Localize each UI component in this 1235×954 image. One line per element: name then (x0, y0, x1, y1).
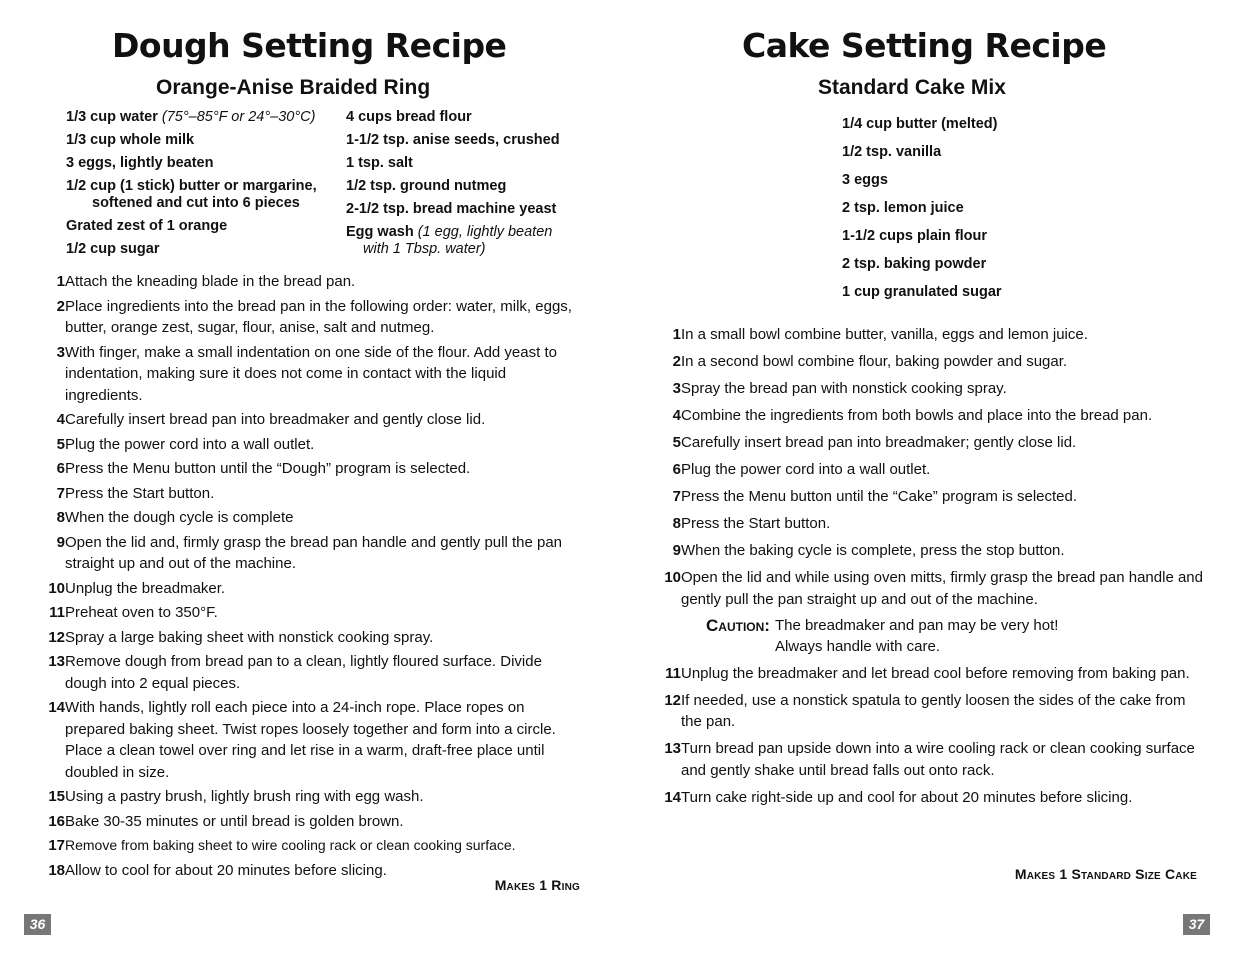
step-number: 13 (664, 740, 681, 757)
step-item (654, 540, 1209, 562)
ingredient-continuation: with 1 Tbsp. water) (363, 241, 486, 257)
step-item (654, 378, 1209, 400)
ingredient-item (66, 178, 336, 212)
caution-note (706, 615, 1209, 657)
recipe-subtitle: Orange-Anise Braided Ring (156, 76, 431, 99)
step-text: Unplug the breadmaker and let bread cool before removing from baking pan. (681, 664, 1190, 682)
step-number: 12 (48, 628, 65, 646)
step-item (38, 507, 583, 529)
step-item (38, 697, 583, 783)
step-number: 2 (672, 353, 681, 370)
step-number: 3 (56, 343, 65, 361)
step-text: Combine the ingredients from both bowls and place into the bread pan. (681, 407, 1153, 424)
ingredient-item (346, 178, 586, 195)
step-number: 6 (56, 460, 65, 477)
step-number: 1 (56, 273, 65, 290)
step-item (38, 786, 583, 808)
step-text: Allow to cool for about 20 minutes before slicing. (65, 861, 387, 879)
step-text: In a small bowl combine butter, vanilla, eggs and lemon juice. (681, 326, 1088, 343)
ingredient-text: 1/2 tsp. ground nutmeg (346, 178, 507, 194)
ingredient-text: 4 cups bread flour (346, 109, 472, 125)
step-item (654, 787, 1209, 809)
ingredient-item (346, 155, 586, 172)
step-number: 11 (49, 604, 65, 621)
page-number: 37 (1183, 914, 1210, 935)
step-number: 17 (48, 837, 65, 854)
left-page (0, 0, 617, 954)
ingredient-text: 2-1/2 tsp. bread machine yeast (346, 201, 557, 217)
ingredient-item (66, 132, 336, 149)
step-text: Remove dough from bread pan to a clean, lightly floured surface. Divide dough into 2 equal pieces. (65, 653, 542, 692)
ingredient-note: (1 egg, lightly beaten (417, 224, 553, 240)
step-number: 9 (672, 542, 681, 559)
step-number: 4 (672, 407, 681, 424)
ingredient-text: Egg wash (346, 224, 414, 240)
step-item (654, 663, 1209, 685)
ingredient-continuation: softened and cut into 6 pieces (92, 195, 300, 211)
caution-label: Caution: (706, 615, 770, 635)
step-text: Spray a large baking sheet with nonstick cooking spray. (65, 628, 434, 646)
ingredient-item: 2 tsp. lemon juice (842, 200, 964, 216)
caution-line: Always handle with care. (774, 637, 941, 655)
step-item (654, 351, 1209, 373)
step-item (38, 434, 583, 456)
step-item (38, 835, 583, 857)
ingredients-list (842, 116, 1102, 312)
ingredient-item: 2 tsp. baking powder (842, 256, 987, 272)
step-text: When the dough cycle is complete (65, 509, 294, 526)
ingredient-item: 1-1/2 cups plain flour (842, 228, 988, 244)
step-text: Press the Menu button until the “Dough” program is selected. (65, 460, 471, 477)
step-number: 2 (56, 297, 65, 315)
step-item (38, 532, 583, 575)
step-text: Bake 30-35 minutes or until bread is golden brown. (65, 812, 404, 830)
ingredient-item: 1/4 cup butter (melted) (842, 116, 998, 132)
step-item (654, 432, 1209, 454)
step-number: 5 (56, 435, 65, 453)
step-number: 14 (48, 699, 65, 716)
step-text: Remove from baking sheet to wire cooling rack or clean cooking surface. (65, 837, 516, 853)
step-text: Turn bread pan upside down into a wire cooling rack or clean cooking surface and gently shake until bread falls out onto rack. (681, 740, 1195, 779)
ingredient-item (66, 218, 336, 235)
step-text: If needed, use a nonstick spatula to gently loosen the sides of the cake from the pan. (681, 691, 1186, 730)
step-number: 10 (48, 579, 65, 597)
yield-note: Makes 1 Standard Size Cake (1014, 866, 1197, 882)
step-text: Using a pastry brush, lightly brush ring with egg wash. (65, 788, 424, 805)
step-item (654, 690, 1209, 733)
ingredient-item (346, 224, 586, 258)
step-text: Open the lid and while using oven mitts, firmly grasp the bread pan handle and gently pull the pan straight up and out of the machine. (681, 569, 1203, 608)
ingredient-text: 1-1/2 tsp. anise seeds, crushed (346, 132, 560, 148)
yield-note: Makes 1 Ring (494, 877, 580, 893)
ingredient-item: 1/2 tsp. vanilla (842, 144, 942, 160)
step-text: Attach the kneading blade in the bread pan. (65, 273, 356, 290)
step-text: Turn cake right-side up and cool for about 20 minutes before slicing. (681, 788, 1133, 806)
instructions-list (38, 271, 583, 884)
step-number: 12 (664, 691, 681, 709)
step-text: Unplug the breadmaker. (65, 579, 226, 597)
step-text: Plug the power cord into a wall outlet. (681, 461, 931, 478)
step-item (38, 811, 583, 833)
recipe-subtitle: Standard Cake Mix (818, 76, 1006, 99)
step-number: 3 (672, 380, 681, 397)
step-number: 15 (48, 788, 65, 805)
step-item (38, 271, 583, 293)
step-number: 11 (665, 664, 681, 682)
caution-line: The breadmaker and pan may be very hot! (774, 616, 1059, 634)
step-number: 18 (48, 861, 65, 879)
ingredient-item (346, 109, 586, 126)
step-text: When the baking cycle is complete, press the stop button. (681, 542, 1065, 559)
step-number: 5 (672, 434, 681, 451)
page-number: 36 (24, 914, 51, 935)
instructions-list (654, 324, 1209, 814)
step-item (38, 602, 583, 624)
step-text: Carefully insert bread pan into breadmaker and gently close lid. (65, 411, 486, 428)
step-text: In a second bowl combine flour, baking powder and sugar. (681, 353, 1068, 370)
step-number: 9 (56, 533, 65, 551)
ingredient-note: (75°–85°F or 24°–30°C) (161, 109, 316, 125)
caution-body (775, 615, 1059, 657)
step-item (38, 651, 583, 694)
step-item (654, 405, 1209, 427)
step-item (38, 409, 583, 431)
step-number: 7 (672, 488, 681, 505)
step-text: Place ingredients into the bread pan in the following order: water, milk, eggs, butter, orange zest, sugar, flour, anise, salt and nutmeg. (65, 297, 572, 336)
step-item (654, 459, 1209, 481)
step-text: Preheat oven to 350°F. (65, 604, 218, 621)
step-item (38, 458, 583, 480)
step-number: 7 (56, 484, 65, 502)
step-text: With hands, lightly roll each piece into a 24-inch rope. Place ropes on prepared baking sheet. Twist ropes loosely together and form into a circle. Place a clean towel over ring and let rise in a warm, draft-free place until doubled in size. (65, 699, 556, 781)
step-item (654, 738, 1209, 781)
step-number: 6 (672, 461, 681, 478)
ingredients-column-2 (346, 109, 586, 264)
step-item (38, 483, 583, 505)
step-text: With finger, make a small indentation on one side of the flour. Add yeast to indentation, making sure it does not come in contact with the liquid ingredients. (65, 343, 557, 404)
ingredient-item (66, 109, 336, 126)
page-title: Dough Setting Recipe (112, 26, 507, 65)
step-text: Carefully insert bread pan into breadmaker; gently close lid. (681, 434, 1077, 451)
ingredients-column-1 (66, 109, 336, 264)
ingredient-text: Grated zest of 1 orange (66, 218, 228, 234)
ingredient-text: 1/2 cup (1 stick) butter or margarine, (66, 178, 317, 194)
ingredient-text: 3 eggs, lightly beaten (66, 155, 214, 171)
ingredient-item (346, 201, 586, 218)
page-title: Cake Setting Recipe (742, 26, 1107, 65)
step-number: 4 (56, 411, 65, 428)
step-text: Press the Start button. (681, 515, 831, 532)
step-text: Press the Menu button until the “Cake” program is selected. (681, 488, 1078, 505)
step-item (38, 296, 583, 339)
step-number: 8 (56, 509, 65, 526)
step-number: 10 (664, 569, 681, 586)
step-text: Press the Start button. (65, 484, 215, 502)
step-item (654, 567, 1209, 610)
step-item (654, 513, 1209, 535)
ingredient-text: 1 tsp. salt (346, 155, 413, 171)
step-text: Open the lid and, firmly grasp the bread pan handle and gently pull the pan straight up and out of the machine. (65, 533, 563, 572)
ingredient-text: 1/3 cup whole milk (66, 132, 195, 148)
ingredient-item: 1 cup granulated sugar (842, 284, 1002, 300)
step-item (38, 627, 583, 649)
ingredient-item (66, 155, 336, 172)
right-page (618, 0, 1235, 954)
ingredient-item (66, 241, 336, 258)
ingredient-text: 1/3 cup water (66, 109, 158, 125)
ingredient-item (346, 132, 586, 149)
ingredient-item: 3 eggs (842, 172, 888, 188)
step-number: 8 (672, 515, 681, 532)
step-item (38, 342, 583, 407)
step-text: Plug the power cord into a wall outlet. (65, 435, 315, 453)
step-item (654, 324, 1209, 346)
ingredient-text: 1/2 cup sugar (66, 241, 160, 257)
step-number: 14 (664, 788, 681, 806)
step-item (654, 486, 1209, 508)
step-item (38, 578, 583, 600)
step-text: Spray the bread pan with nonstick cooking spray. (681, 380, 1007, 397)
step-number: 1 (672, 326, 681, 343)
step-number: 16 (48, 812, 65, 830)
step-number: 13 (48, 653, 65, 670)
